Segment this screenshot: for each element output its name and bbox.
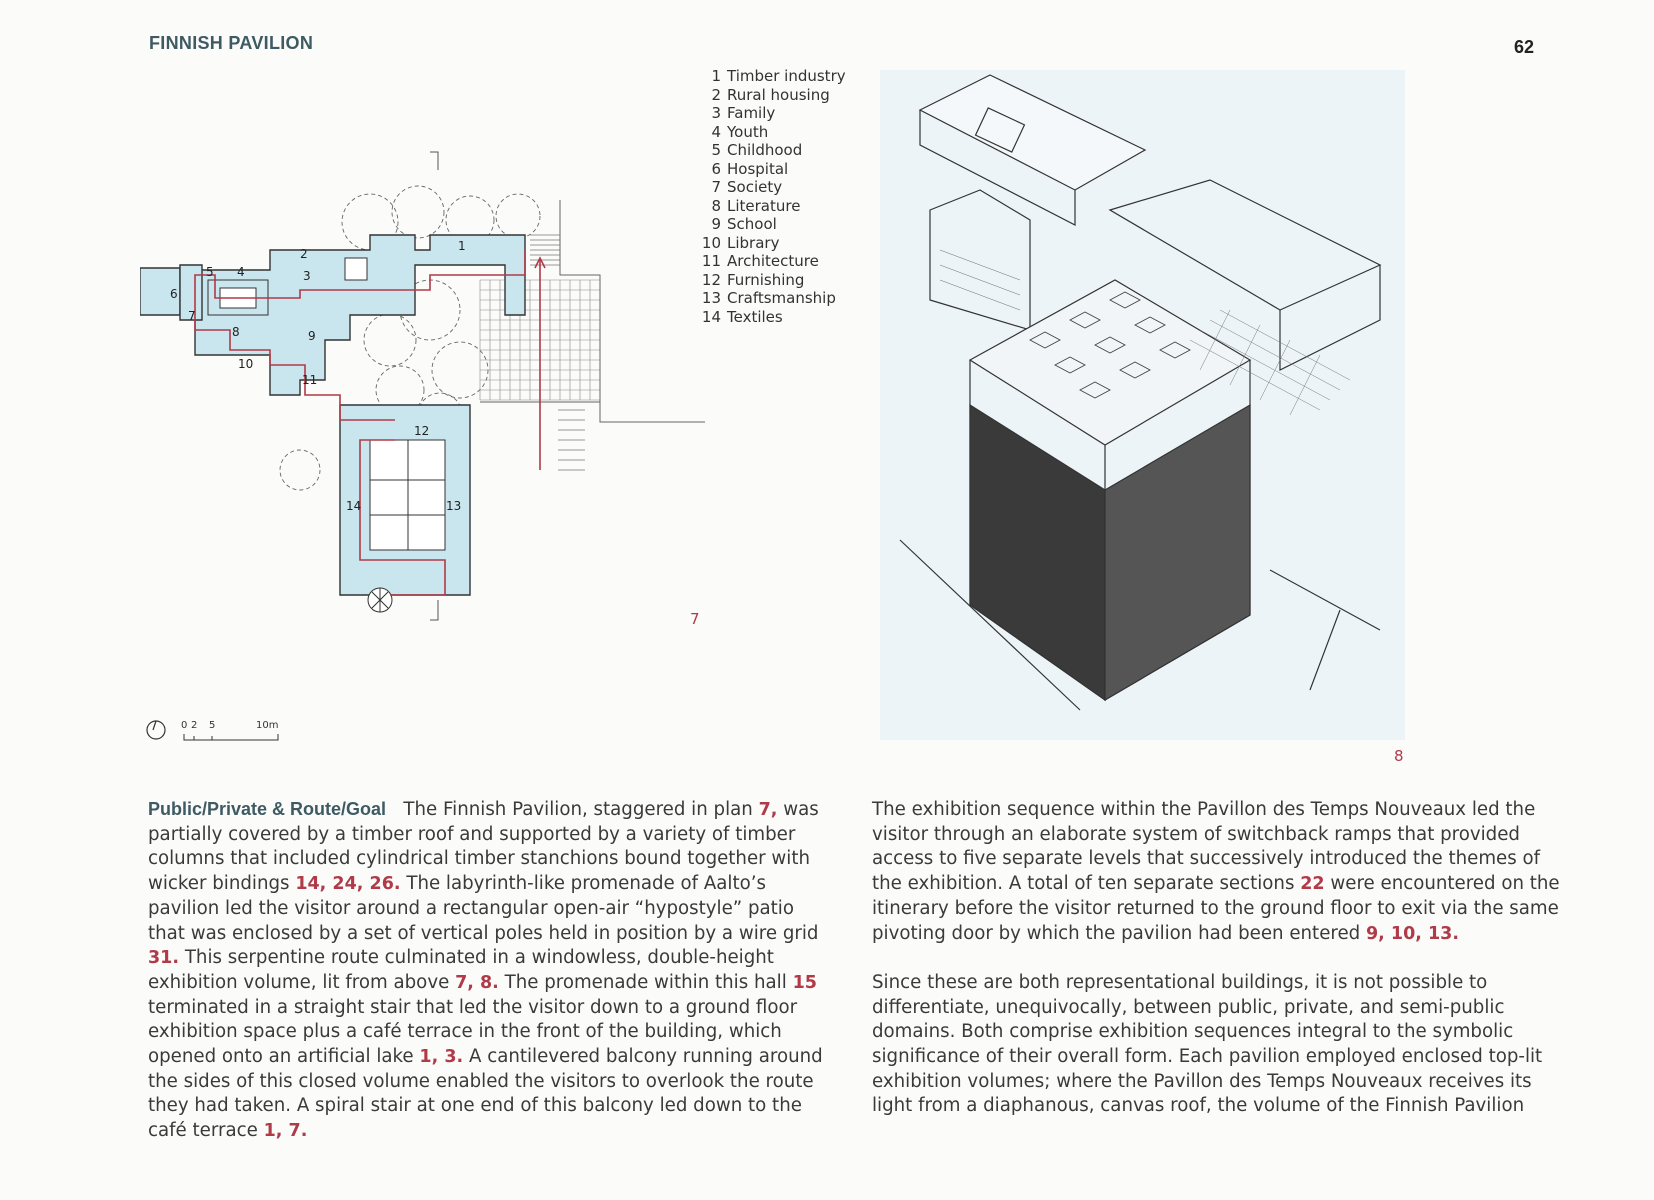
legend-item: 14 Textiles — [701, 307, 783, 326]
body-text-left: Public/Private & Route/Goal The Finnish Pavilion, staggered in plan 7, was partially covered by a timber roof and supported by a variety of timber columns that included cylindrical timber stanchions bound together with wicker bindings 14, 24, 26. The labyrinth-like promenade of Aalto’s pavilion led the visitor around a rectangular open-air “hypostyle” patio that was enclosed by a set of vertical poles held in position by a wire grid 31. This serpentine route culminated in a windowless, double-height exhibition volume, lit from above 7, 8. The promenade within this hall 15 terminated in a straight stair that led the visitor down to a ground floor exhibition space plus a café terrace in the front of the building, which opened onto an artificial lake 1, 3. A cantilevered balcony running around the sides of this closed volume enabled the visitors to overlook the route they had taken. A spiral stair at one end of this balcony led down to the café terrace 1, 7. — [148, 799, 823, 1142]
plan-label: 13 — [446, 499, 462, 513]
legend-item: 1 Timber industry — [711, 67, 846, 85]
plan-label: 5 — [206, 265, 214, 279]
figure-reference: 9, 10, 13. — [1366, 923, 1460, 944]
plan-label: 8 — [232, 325, 240, 339]
legend-item: 4 Youth — [711, 122, 769, 141]
figure-reference: 31. — [148, 948, 180, 969]
figure-number: 8 — [1394, 747, 1404, 765]
legend-item: 7 Society — [711, 178, 783, 196]
scale-tick: 5 — [209, 720, 216, 731]
figure-reference: 1, 7. — [263, 1121, 308, 1142]
figure-reference: 15 — [792, 972, 817, 993]
figure-reference: 1, 3. — [419, 1047, 464, 1068]
legend-item: 11 Architecture — [701, 252, 819, 270]
plan-label: 1 — [458, 239, 466, 253]
figure-reference: 7, 8. — [455, 972, 499, 993]
legend-item: 3 Family — [711, 104, 776, 122]
figure-number: 7 — [690, 610, 700, 628]
plan-label: 2 — [300, 247, 308, 261]
scale-bar — [146, 714, 296, 744]
page-number: 62 — [1514, 37, 1535, 57]
plan-label: 6 — [170, 287, 178, 301]
scale-tick: 2 — [191, 720, 198, 731]
scale-tick: 0 — [181, 720, 188, 731]
legend-item: 13 Craftsmanship — [701, 289, 836, 307]
plan-label: 11 — [302, 373, 318, 387]
figure-reference: 14, 24, 26. — [295, 874, 401, 895]
figure-reference: 7, — [758, 800, 778, 820]
legend-item: 8 Literature — [711, 196, 801, 215]
legend-item: 5 Childhood — [711, 141, 803, 159]
legend-item: 12 Furnishing — [701, 270, 805, 289]
run-in-heading: Public/Private & Route/Goal — [148, 799, 387, 819]
scale-tick: 10m — [256, 720, 279, 731]
legend-item: 10 Library — [701, 233, 780, 252]
plan-label: 7 — [188, 309, 196, 323]
plan-legend — [697, 67, 846, 326]
legend-item: 9 School — [711, 215, 777, 233]
paragraph: The exhibition sequence within the Pavillon des Temps Nouveaux led the visitor through an elaborate system of switchback ramps that provided access to five separate levels that successively introduced the themes of the exhibition. A total of ten separate sections 22 were encountered on the itinerary before the visitor returned to the ground floor to exit via the same pivoting door by which the pavilion had been entered 9, 10, 13. — [872, 799, 1560, 944]
plan-label: 9 — [308, 329, 316, 343]
plan-label: 12 — [414, 424, 430, 438]
plan-label: 14 — [346, 499, 362, 513]
axonometric-drawing — [880, 70, 1405, 740]
plan-label: 4 — [237, 265, 245, 279]
body-text-right — [872, 798, 1572, 1144]
paragraph: Since these are both representational buildings, it is not possible to differentiate, unequivocally, between public, private, and semi-public domains. Both comprise exhibition sequences integral to the symbolic significance of their overall form. Each pavilion employed enclosed top-lit exhibition volumes; where the Pavillon des Temps Nouveaux receives its light from a diaphanous, canvas roof, the volume of the Finnish Pavilion — [872, 971, 1543, 1117]
plan-label: 3 — [303, 269, 311, 283]
plan-label: 10 — [238, 357, 254, 371]
figure-reference: 22 — [1300, 874, 1325, 895]
legend-item: 2 Rural housing — [711, 85, 830, 104]
running-head: FINNISH PAVILION — [149, 33, 314, 53]
legend-item: 6 Hospital — [711, 159, 789, 178]
floor-plan-figure — [140, 140, 710, 650]
